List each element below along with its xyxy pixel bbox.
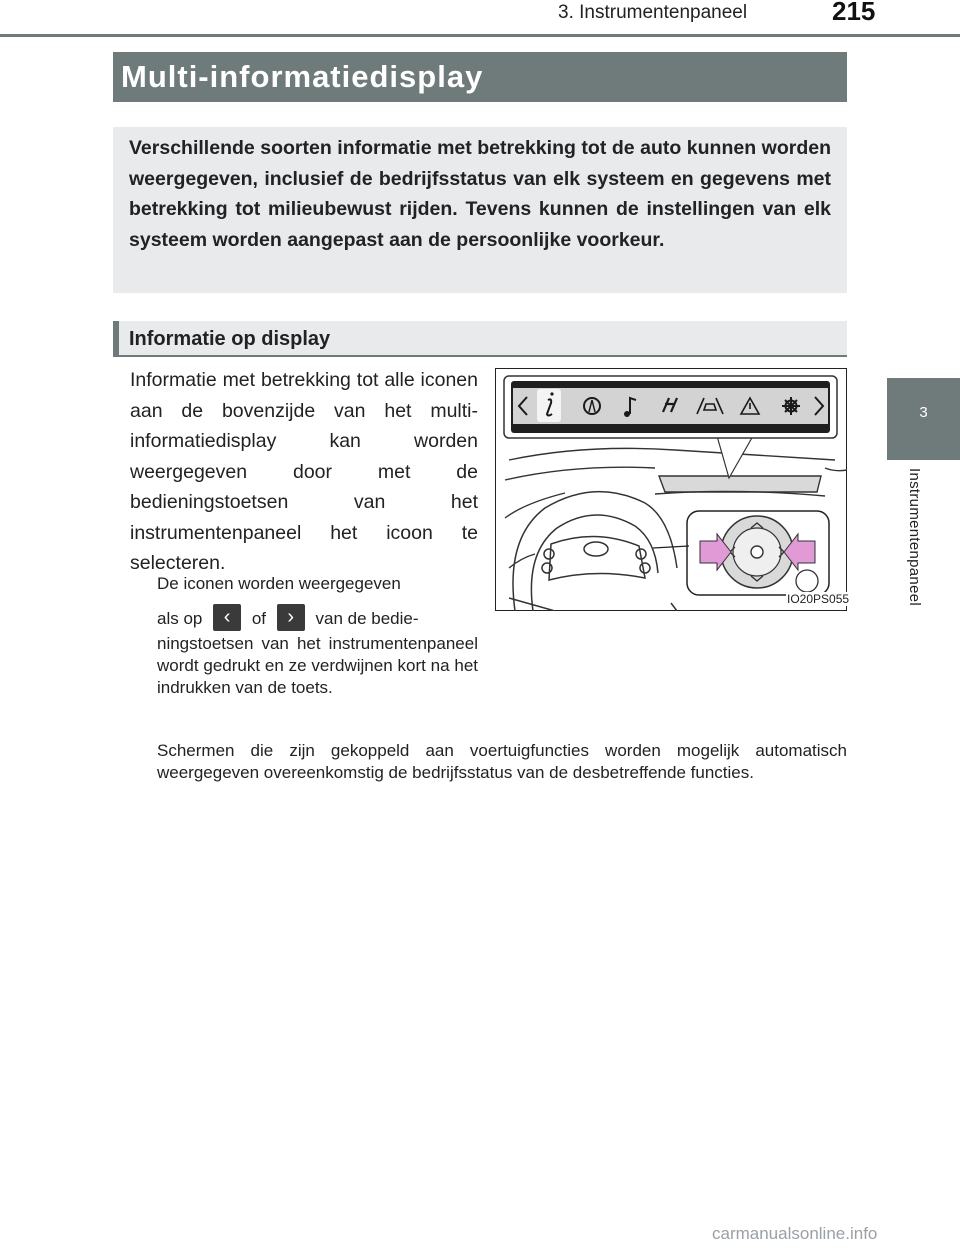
info-icon-highlight [537,389,561,422]
intro-box [113,127,847,293]
intro-text: Verschillende soorten informatie met betrekking tot de auto kunnen worden weergegeven, inclusief de bedrijfsstatus van elk systeem en gegevens met betrekking tot milieubewust rijden. Tevens kunnen de instellingen van elk systeem worden aangepast aan de persoonlijke voorkeur. [129,137,831,251]
chapter-tab-label: Instrumentenpaneel [906,468,923,606]
right-button-icon: › [277,604,305,631]
body-paragraph: Informatie met betrekking tot alle iconen aan de bovenzijde van het multi-informatiedisplay kan worden weergegeven door met de bedieningstoetsen van het instrumentenpaneel het icoon te selecteren. [130,369,478,574]
control-zoom [687,511,829,595]
watermark: carmanualsonline.info [712,1224,878,1243]
note-auto-screens: Schermen die zijn gekoppeld aan voertuigfuncties worden mogelijk automatisch weergegeven overeenkomstig de bedrijfsstatus van de desbetreffende functies. [157,741,847,782]
instrument-panel-figure [495,368,847,611]
note-line-2-end: van de bedie- [315,608,419,628]
figure-code: IO20PS055 [787,592,850,606]
chapter-title: 3. Instrumentenpaneel [558,2,748,23]
page-number: 215 [832,0,876,26]
note-icons-display [157,573,478,699]
note-line-1: De iconen worden weergegeven [157,574,401,593]
subsection-title: Informatie op display [113,321,847,357]
section-title: Multi-informatiedisplay [113,52,847,102]
chapter-tab-number: 3 [919,404,928,421]
left-button-icon: ‹ [213,604,241,631]
header-divider [0,34,960,37]
note-rest: ningstoetsen van het instrumentenpaneel wordt gedrukt en ze verdwijnen kort na het indrukken van de toets. [157,634,478,697]
note-line-2-start: als op [157,608,203,628]
note-line-2-middle: of [251,608,267,628]
